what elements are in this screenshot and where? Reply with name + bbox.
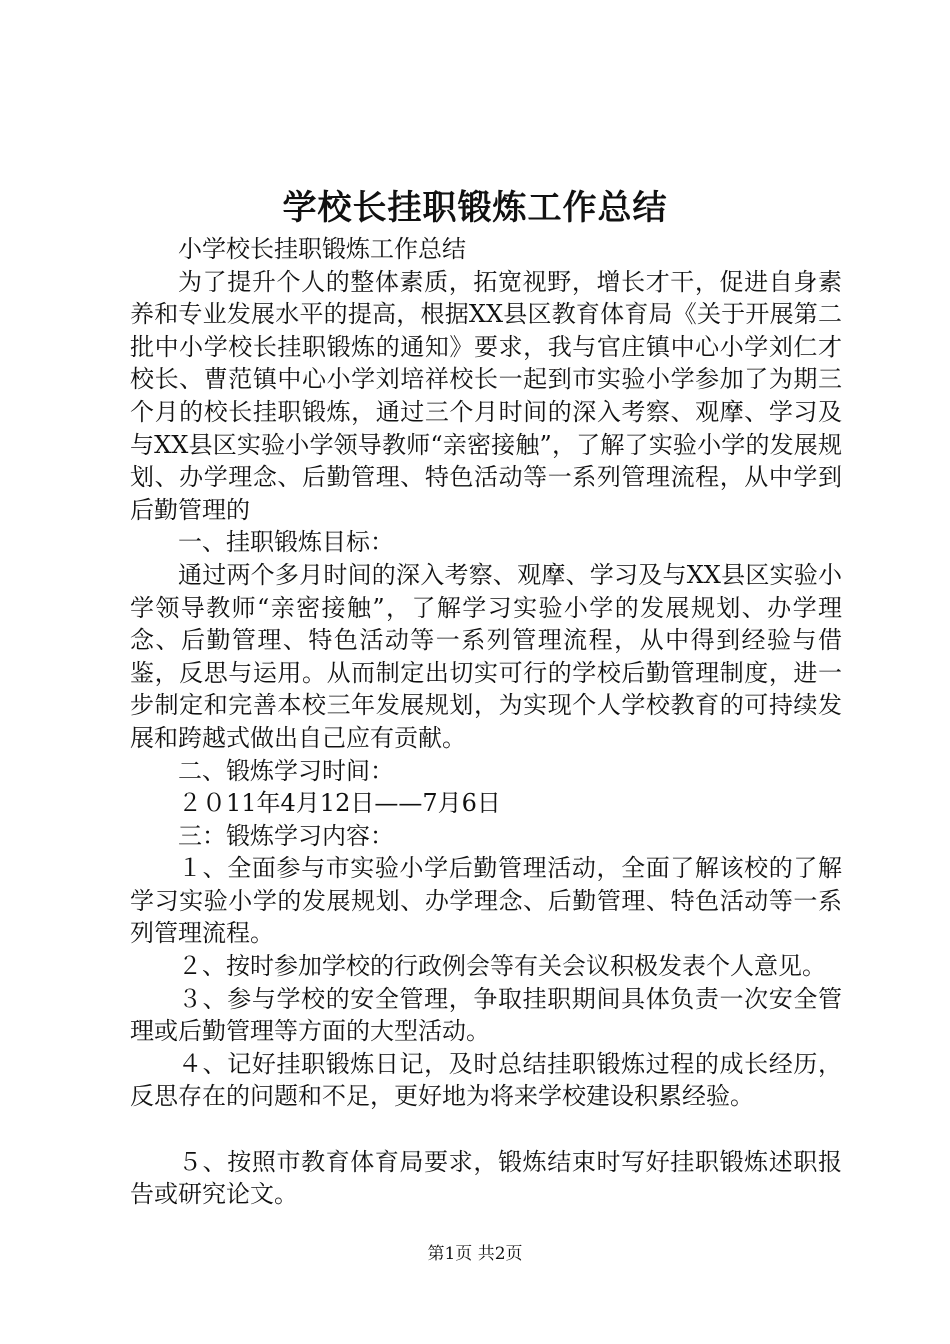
page-number-footer: 第1页 共2页	[427, 1244, 523, 1264]
document-title: 学校长挂职锻炼工作总结	[282, 188, 668, 228]
content-item-2: ２、按时参加学校的行政例会等有关会议积极发表个人意见。	[178, 952, 826, 981]
content-item-5: ５、按照市教育体育局要求，锻炼结束时写好挂职锻炼述职报告或研究论文。	[130, 1147, 842, 1209]
subtitle-paragraph: 小学校长挂职锻炼工作总结	[178, 235, 466, 263]
time-paragraph: ２０11年4月12日——7月6日	[178, 789, 501, 818]
section-heading-content: 三：锻炼学习内容：	[178, 821, 394, 850]
goals-paragraph: 通过两个多月时间的深入考察、观摩、学习及与XX县区实验小学领导教师“亲密接触”，了解学习实验小学的发展规划、办学理念、后勤管理、特色活动等一系列管理流程，从中得到经验与借鉴，反思与运用。从而制定出切实可行的学校后勤管理制度，进一步制定和完善本校三年发展规划，为实现个人学校教育的可持续发展和跨越式做出自己应有贡献。	[130, 560, 842, 752]
intro-paragraph: 为了提升个人的整体素质，拓宽视野，增长才干，促进自身素养和专业发展水平的提高，根据XX县区教育体育局《关于开展第二批中小学校长挂职锻炼的通知》要求，我与官庄镇中心小学刘仁才校长、曹范镇中心小学刘培祥校长一起到市实验小学参加了为期三个月的校长挂职锻炼，通过三个月时间的深入考察、观摩、学习及与XX县区实验小学领导教师“亲密接触”，了解了实验小学的发展规划、办学理念、后勤管理、特色活动等一系列管理流程，从中学到后勤管理的	[130, 267, 842, 524]
content-item-1: １、全面参与市实验小学后勤管理活动，全面了解该校的了解学习实验小学的发展规划、办学理念、后勤管理、特色活动等一系列管理流程。	[130, 854, 842, 948]
section-heading-time: 二、锻炼学习时间：	[178, 756, 394, 785]
content-item-4: ４、记好挂职锻炼日记，及时总结挂职锻炼过程的成长经历，反思存在的问题和不足，更好地为将来学校建设积累经验。	[130, 1049, 842, 1111]
document-body	[130, 233, 842, 1211]
content-item-3: ３、参与学校的安全管理，争取挂职期间具体负责一次安全管理或后勤管理等方面的大型活动。	[130, 984, 842, 1046]
section-heading-goals: 一、挂职锻炼目标：	[178, 528, 394, 557]
